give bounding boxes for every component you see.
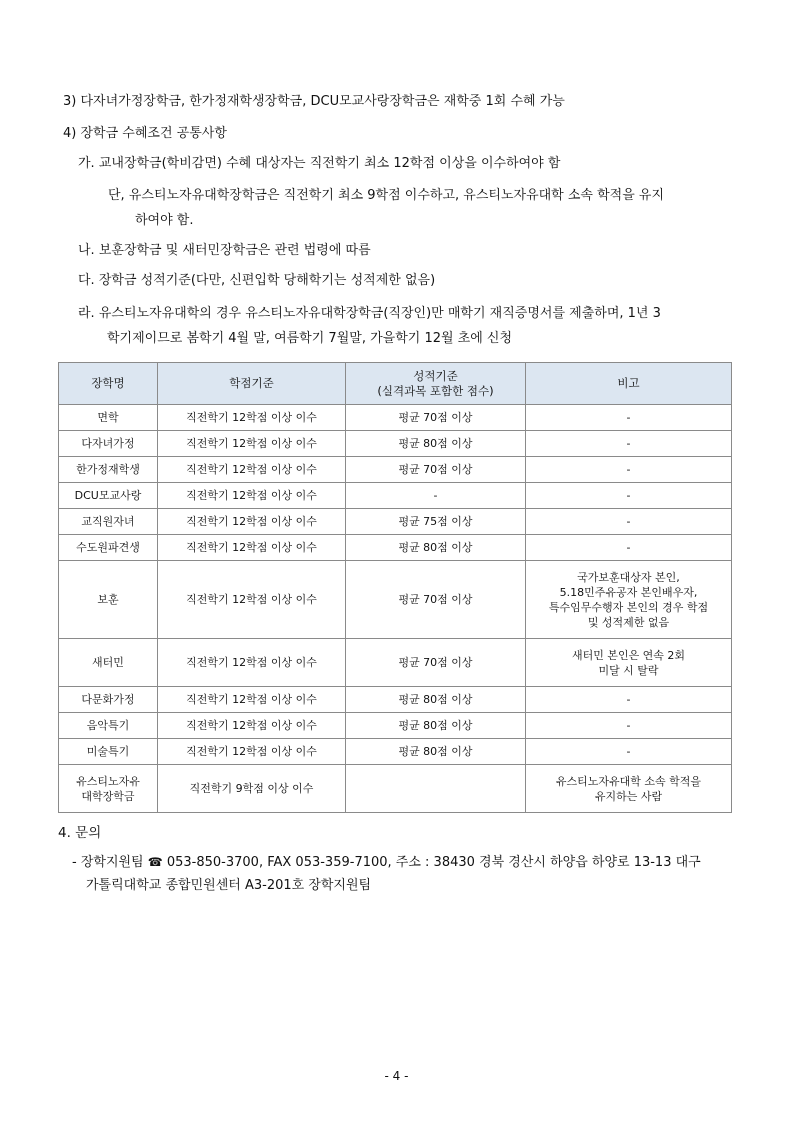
cell-grade: 평균 80점 이상	[346, 687, 526, 713]
cell-name: DCU모교사랑	[59, 483, 158, 509]
cell-credit: 직전학기 12학점 이상 이수	[158, 483, 346, 509]
table-row	[59, 483, 732, 509]
cell-name: 한가정재학생	[59, 457, 158, 483]
contact-line-2: 가톨릭대학교 종합민원센터 A3-201호 장학지원팀	[86, 878, 372, 893]
note-line: 미달 시 탈락	[598, 663, 659, 677]
cell-grade: 평균 80점 이상	[346, 713, 526, 739]
cell-grade: 평균 80점 이상	[346, 535, 526, 561]
cell-credit: 직전학기 12학점 이상 이수	[158, 535, 346, 561]
cell-credit: 직전학기 12학점 이상 이수	[158, 687, 346, 713]
text-line-4b: 하여야 함.	[135, 213, 194, 228]
table-row	[59, 509, 732, 535]
cell-grade: 평균 80점 이상	[346, 739, 526, 765]
name-line: 유스티노자유	[76, 774, 140, 788]
cell-note: -	[526, 483, 732, 509]
cell-name	[59, 765, 158, 813]
cell-name: 미술특기	[59, 739, 158, 765]
text-line-7b: 학기제이므로 봄학기 4월 말, 여름학기 7월말, 가을학기 12월 초에 신청	[107, 331, 513, 346]
table-row	[59, 535, 732, 561]
cell-credit: 직전학기 12학점 이상 이수	[158, 431, 346, 457]
cell-grade: -	[346, 483, 526, 509]
cell-grade: 평균 70점 이상	[346, 639, 526, 687]
table-row	[59, 639, 732, 687]
text-line-5: 나. 보훈장학금 및 새터민장학금은 관련 법령에 따름	[78, 243, 371, 258]
contact-details: 053-850-3700, FAX 053-359-7100, 주소 : 38430 경북 경산시 하양읍 하양로 13-13 대구	[166, 855, 701, 870]
table-row	[59, 561, 732, 639]
header-grade	[346, 363, 526, 405]
text-line-6: 다. 장학금 성적기준(다만, 신편입학 당해학기는 성적제한 없음)	[78, 273, 436, 288]
cell-grade: 평균 80점 이상	[346, 431, 526, 457]
cell-credit: 직전학기 9학점 이상 이수	[158, 765, 346, 813]
cell-note: -	[526, 535, 732, 561]
cell-grade: 평균 75점 이상	[346, 509, 526, 535]
text-line-7a: 라. 유스티노자유대학의 경우 유스티노자유대학장학금(직장인)만 매학기 재직증명서를 제출하며, 1년 3	[78, 306, 661, 321]
header-credit: 학점기준	[158, 363, 346, 405]
cell-name: 음악특기	[59, 713, 158, 739]
cell-name: 새터민	[59, 639, 158, 687]
note-line: 국가보훈대상자 본인,	[577, 570, 680, 584]
header-note: 비고	[526, 363, 732, 405]
cell-grade: 평균 70점 이상	[346, 457, 526, 483]
table-row	[59, 713, 732, 739]
note-line: 유지하는 사람	[594, 789, 663, 803]
cell-name: 다자녀가정	[59, 431, 158, 457]
cell-note: -	[526, 713, 732, 739]
cell-credit: 직전학기 12학점 이상 이수	[158, 739, 346, 765]
table-row	[59, 765, 732, 813]
contact-heading: 4. 문의	[58, 825, 102, 841]
text-line-4a: 단, 유스티노자유대학장학금은 직전학기 최소 9학점 이수하고, 유스티노자유대학 소속 학적을 유지	[108, 188, 665, 203]
header-grade-line1: 성적기준	[413, 368, 458, 383]
cell-grade	[346, 765, 526, 813]
header-grade-line2: (실격과목 포함한 점수)	[377, 383, 494, 398]
note-line: 새터민 본인은 연속 2회	[571, 648, 686, 662]
note-line: 특수임무수행자 본인의 경우 학점	[548, 600, 709, 614]
cell-credit: 직전학기 12학점 이상 이수	[158, 713, 346, 739]
cell-credit: 직전학기 12학점 이상 이수	[158, 509, 346, 535]
cell-name: 보훈	[59, 561, 158, 639]
cell-note: -	[526, 687, 732, 713]
cell-credit: 직전학기 12학점 이상 이수	[158, 405, 346, 431]
cell-note: -	[526, 457, 732, 483]
cell-credit: 직전학기 12학점 이상 이수	[158, 561, 346, 639]
name-line: 대학장학금	[81, 789, 135, 803]
cell-note: -	[526, 405, 732, 431]
cell-note: -	[526, 431, 732, 457]
cell-note	[526, 561, 732, 639]
contact-line-1	[72, 853, 701, 872]
telephone-icon: ☎	[147, 855, 163, 869]
table-row	[59, 431, 732, 457]
cell-name: 면학	[59, 405, 158, 431]
scholarship-table	[58, 362, 732, 813]
cell-note: -	[526, 739, 732, 765]
note-line: 유스티노자유대학 소속 학적을	[555, 774, 702, 788]
cell-note: -	[526, 509, 732, 535]
note-line: 5.18민주유공자 본인배우자,	[559, 585, 698, 599]
cell-credit: 직전학기 12학점 이상 이수	[158, 457, 346, 483]
text-line-3: 가. 교내장학금(학비감면) 수혜 대상자는 직전학기 최소 12학점 이상을 이수하여야 함	[78, 156, 561, 171]
note-line: 및 성적제한 없음	[587, 615, 670, 629]
table-row	[59, 405, 732, 431]
table-row	[59, 739, 732, 765]
text-line-1: 3) 다자녀가정장학금, 한가정재학생장학금, DCU모교사랑장학금은 재학중 1회 수혜 가능	[63, 94, 565, 109]
cell-grade: 평균 70점 이상	[346, 561, 526, 639]
table-row	[59, 457, 732, 483]
header-name: 장학명	[59, 363, 158, 405]
cell-name: 수도원파견생	[59, 535, 158, 561]
table-row	[59, 687, 732, 713]
text-line-2: 4) 장학금 수혜조건 공통사항	[63, 126, 227, 141]
cell-name: 교직원자녀	[59, 509, 158, 535]
cell-note	[526, 765, 732, 813]
contact-team: - 장학지원팀	[72, 855, 144, 870]
cell-note	[526, 639, 732, 687]
cell-grade: 평균 70점 이상	[346, 405, 526, 431]
page-number: - 4 -	[384, 1069, 409, 1083]
cell-credit: 직전학기 12학점 이상 이수	[158, 639, 346, 687]
cell-name: 다문화가정	[59, 687, 158, 713]
